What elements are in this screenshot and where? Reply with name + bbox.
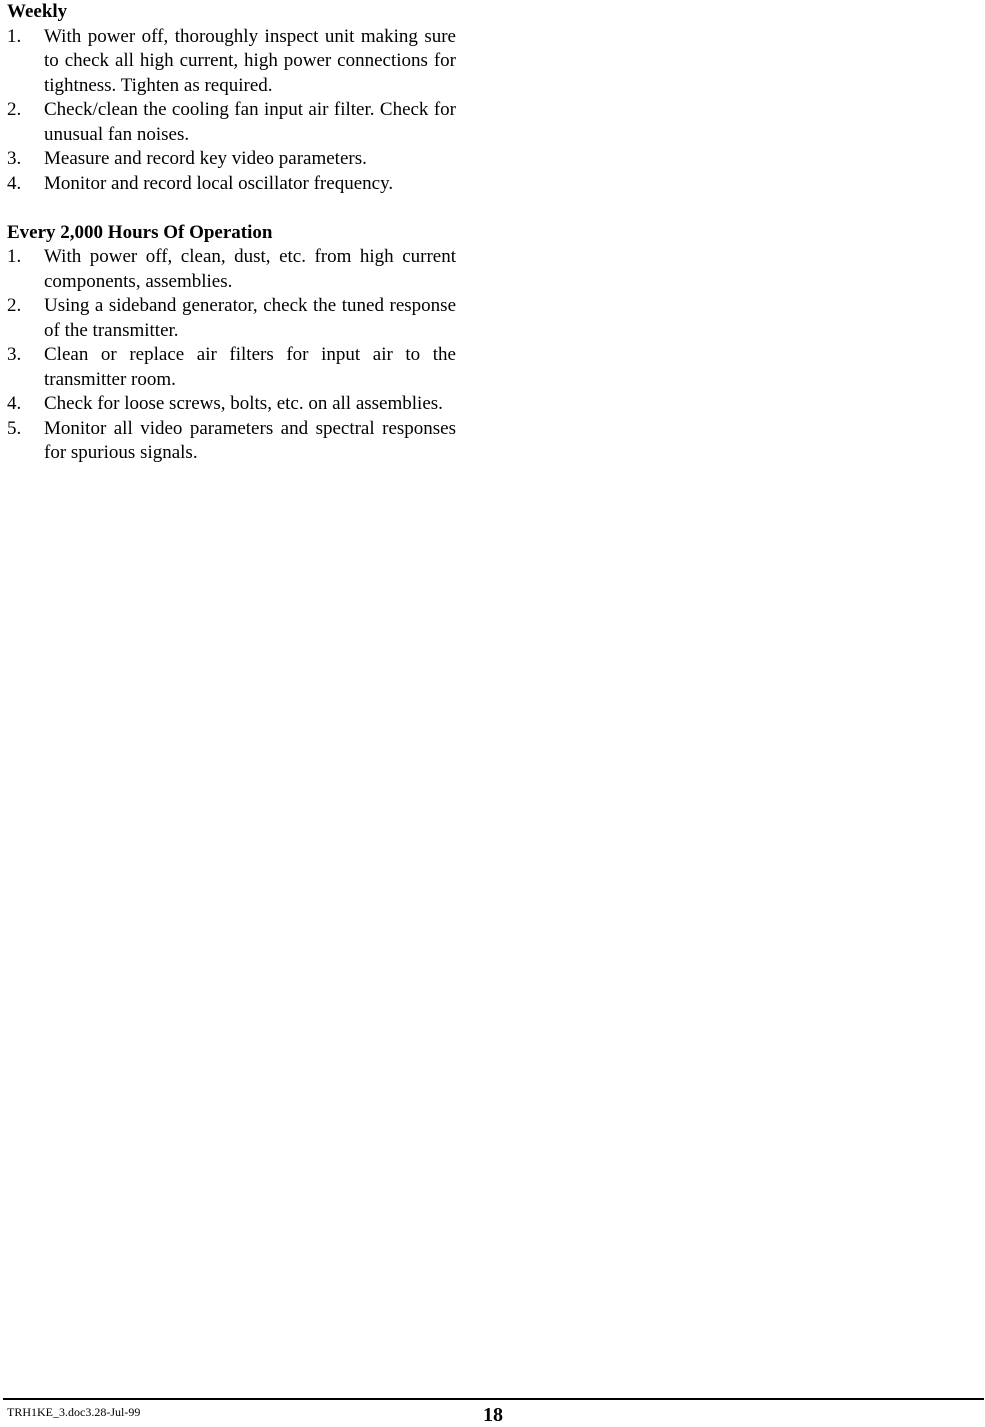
- list-item: [7, 25, 456, 99]
- footer-divider: [3, 1398, 984, 1400]
- list-item: [7, 147, 456, 172]
- list-item: [7, 417, 456, 466]
- item-text: Using a sideband generator, check the tuned response of the transmitter.: [44, 295, 456, 341]
- item-number: 2.: [7, 99, 22, 120]
- list-item: [7, 98, 456, 147]
- list-item: [7, 294, 456, 343]
- maintenance-schedule: [7, 0, 456, 466]
- section-heading: Weekly: [7, 1, 68, 22]
- item-text: With power off, thoroughly inspect unit making sure to check all high current, high power connections for tightness. Tighten as required.: [44, 25, 456, 96]
- section-2000-hours: [7, 221, 456, 466]
- item-text: Monitor all video parameters and spectral responses for spurious signals.: [44, 417, 456, 463]
- list-item: [7, 392, 456, 417]
- task-list: [7, 25, 456, 197]
- item-number: 4.: [7, 172, 22, 194]
- section-heading: Every 2,000 Hours Of Operation: [7, 221, 273, 243]
- item-number: 1.: [7, 25, 22, 47]
- item-text: Monitor and record local oscillator frequency.: [44, 172, 394, 194]
- footer-document-id: TRH1KE_3.doc3.28-Jul-99: [7, 1405, 141, 1419]
- item-text: Clean or replace air filters for input air to the transmitter room.: [44, 344, 456, 390]
- item-text: With power off, clean, dust, etc. from high current components, assemblies.: [44, 246, 456, 292]
- item-number: 2.: [7, 295, 22, 316]
- item-number: 3.: [7, 344, 22, 365]
- item-text: Measure and record key video parameters.: [44, 148, 367, 169]
- item-number: 1.: [7, 246, 22, 267]
- page-number: 18: [483, 1404, 503, 1426]
- item-number: 4.: [7, 393, 22, 414]
- list-item: [7, 172, 456, 197]
- item-number: 5.: [7, 417, 22, 439]
- list-item: [7, 245, 456, 294]
- item-text: Check for loose screws, bolts, etc. on all assemblies.: [44, 393, 443, 414]
- item-number: 3.: [7, 148, 22, 169]
- item-text: Check/clean the cooling fan input air filter. Check for unusual fan noises.: [44, 99, 456, 145]
- list-item: [7, 343, 456, 392]
- task-list: [7, 245, 456, 466]
- section-weekly: [7, 0, 456, 196]
